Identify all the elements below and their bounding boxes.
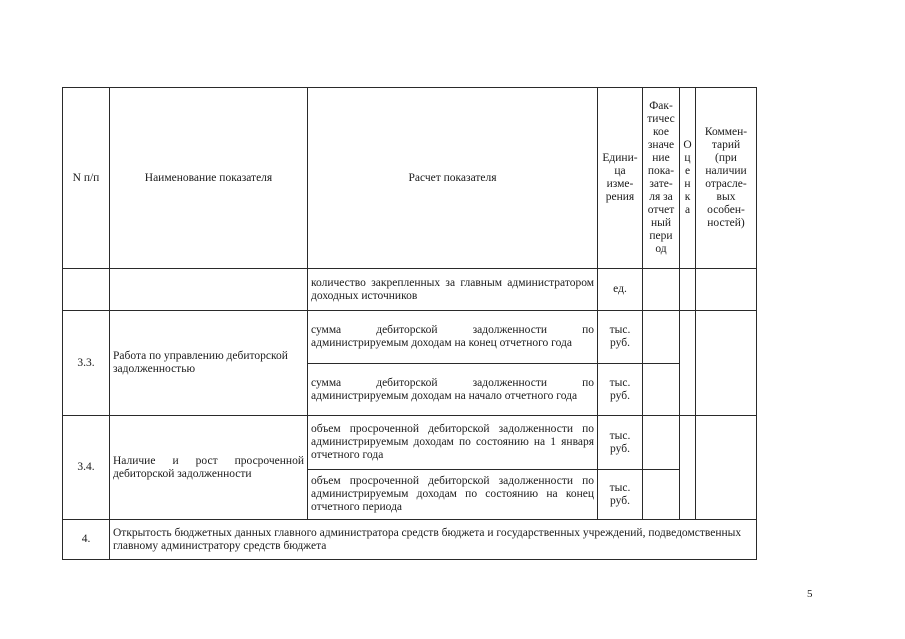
section-title: Открытость бюджетных данных главного администратора средств бюджета и государственных учреждений, подведомственных главному администратору средств бюджета bbox=[110, 520, 757, 560]
header-score-letter: ц bbox=[684, 152, 691, 164]
indicator-name: Наличие и рост просроченной дебиторской задолженности bbox=[110, 416, 308, 520]
fact-cell bbox=[643, 470, 680, 520]
table-row bbox=[63, 269, 757, 311]
header-unit-line: ца bbox=[614, 165, 626, 177]
page-number: 5 bbox=[807, 588, 813, 600]
score-cell bbox=[680, 269, 696, 311]
fact-cell bbox=[643, 269, 680, 311]
score-cell bbox=[680, 416, 696, 520]
indicator-table bbox=[62, 87, 757, 560]
header-comment-line: особен- bbox=[707, 204, 745, 216]
header-score-letter: О bbox=[683, 139, 692, 151]
section-number: 4. bbox=[63, 520, 110, 560]
header-comment-line: отрасле- bbox=[705, 178, 747, 190]
comment-cell bbox=[696, 311, 757, 416]
header-fact-line: ние bbox=[652, 152, 670, 164]
calc-cell: количество закрепленных за главным администратором доходных источников bbox=[308, 269, 598, 311]
header-fact-line: кое bbox=[653, 126, 669, 138]
header-comment-line: (при bbox=[715, 152, 737, 164]
section-number: 3.4. bbox=[63, 416, 110, 520]
header-calc: Расчет показателя bbox=[308, 88, 598, 269]
fact-cell bbox=[643, 416, 680, 470]
header-unit bbox=[598, 88, 643, 269]
comment-cell bbox=[696, 269, 757, 311]
header-fact-line: значе bbox=[647, 139, 675, 151]
header-comment-line: ностей) bbox=[707, 217, 745, 229]
unit-cell: тыс. руб. bbox=[598, 364, 643, 416]
score-cell bbox=[680, 311, 696, 416]
header-fact-line: пока- bbox=[647, 165, 675, 177]
header-unit-line: Едини- bbox=[602, 152, 638, 164]
header-score bbox=[680, 88, 696, 269]
header-score-letter: а bbox=[684, 204, 691, 216]
header-comment-line: тарий bbox=[711, 139, 741, 151]
calc-cell: сумма дебиторской задолженности по администрируемым доходам на начало отчетного года bbox=[308, 364, 598, 416]
calc-cell: объем просроченной дебиторской задолженности по администрируемым доходам по состоянию на 1 января отчетного года bbox=[308, 416, 598, 470]
section-number: 3.3. bbox=[63, 311, 110, 416]
header-comment bbox=[696, 88, 757, 269]
header-unit-line: изме- bbox=[606, 178, 634, 190]
table-row bbox=[63, 520, 757, 560]
comment-cell bbox=[696, 416, 757, 520]
header-score-letter: н bbox=[684, 178, 691, 190]
calc-cell: сумма дебиторской задолженности по администрируемым доходам на конец отчетного года bbox=[308, 311, 598, 364]
unit-cell: тыс. руб. bbox=[598, 311, 643, 364]
unit-cell: тыс. руб. bbox=[598, 470, 643, 520]
header-fact-line: ля за bbox=[649, 191, 673, 203]
header-score-letter: к bbox=[684, 191, 691, 203]
unit-cell: ед. bbox=[598, 269, 643, 311]
fact-cell bbox=[643, 311, 680, 364]
header-comment-line: наличии bbox=[705, 165, 747, 177]
header-fact bbox=[643, 88, 680, 269]
header-fact-line: зате- bbox=[649, 178, 673, 190]
header-fact-line: од bbox=[655, 243, 667, 255]
cell-empty bbox=[63, 269, 110, 311]
header-unit-line: рения bbox=[605, 191, 635, 203]
header-fact-line: пери bbox=[649, 230, 673, 242]
fact-cell bbox=[643, 364, 680, 416]
table-row bbox=[63, 416, 757, 470]
header-name: Наименование показателя bbox=[110, 88, 308, 269]
header-comment-line: вых bbox=[716, 191, 736, 203]
header-fact-line: тичес bbox=[647, 113, 675, 125]
indicator-name: Работа по управлению дебиторской задолженностью bbox=[110, 311, 308, 416]
header-num: N п/п bbox=[63, 88, 110, 269]
cell-empty bbox=[110, 269, 308, 311]
header-comment-line: Коммен- bbox=[704, 126, 748, 138]
table-header-row bbox=[63, 88, 757, 269]
header-fact-line: Фак- bbox=[649, 100, 673, 112]
calc-cell: объем просроченной дебиторской задолженности по администрируемым доходам по состоянию на конец отчетного периода bbox=[308, 470, 598, 520]
header-fact-line: отчет bbox=[647, 204, 675, 216]
header-score-letter: е bbox=[684, 165, 691, 177]
table-row bbox=[63, 311, 757, 364]
header-fact-line: ный bbox=[650, 217, 672, 229]
unit-cell: тыс. руб. bbox=[598, 416, 643, 470]
